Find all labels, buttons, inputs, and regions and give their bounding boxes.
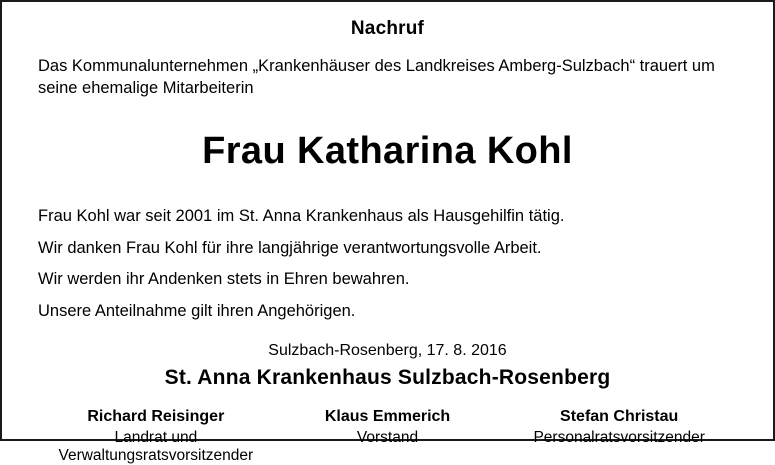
signatory-name: Stefan Christau <box>560 407 679 425</box>
tribute-text <box>38 201 737 328</box>
signatory-list <box>38 408 737 465</box>
tribute-line: Wir werden ihr Andenken stets in Ehren bewahren. <box>38 270 410 289</box>
signatory-role: Landrat und Verwaltungsratsvorsitzender <box>58 428 254 464</box>
deceased-name-block <box>38 130 737 173</box>
signatory <box>40 408 272 465</box>
signatory-role: Vorstand <box>356 428 419 446</box>
tribute-line: Wir danken Frau Kohl für ihre langjährige verantwortungsvolle Arbeit. <box>38 238 542 257</box>
tribute-line: Frau Kohl war seit 2001 im St. Anna Krankenhaus als Hausgehilfin tätig. <box>38 206 565 225</box>
signatory-role: Personalratsvorsitzender <box>533 428 705 446</box>
institution-name: St. Anna Krankenhaus Sulzbach-Rosenberg <box>164 365 611 389</box>
place-and-date: Sulzbach-Rosenberg, 17. 8. 2016 <box>268 341 507 359</box>
page-title: Nachruf <box>350 18 425 39</box>
tribute-line: Unsere Anteilnahme gilt ihren Angehörigen. <box>38 301 356 320</box>
intro-paragraph <box>38 56 737 100</box>
intro-line-1: Das Kommunalunternehmen „Krankenhäuser des Landkreises Amberg-Sulzbach“ trauert um <box>38 57 715 75</box>
signatory-name: Richard Reisinger <box>87 407 225 425</box>
signatory-name: Klaus Emmerich <box>324 407 451 425</box>
intro-line-2: seine ehemalige Mitarbeiterin <box>38 78 254 97</box>
deceased-name: Frau Katharina Kohl <box>202 129 573 172</box>
